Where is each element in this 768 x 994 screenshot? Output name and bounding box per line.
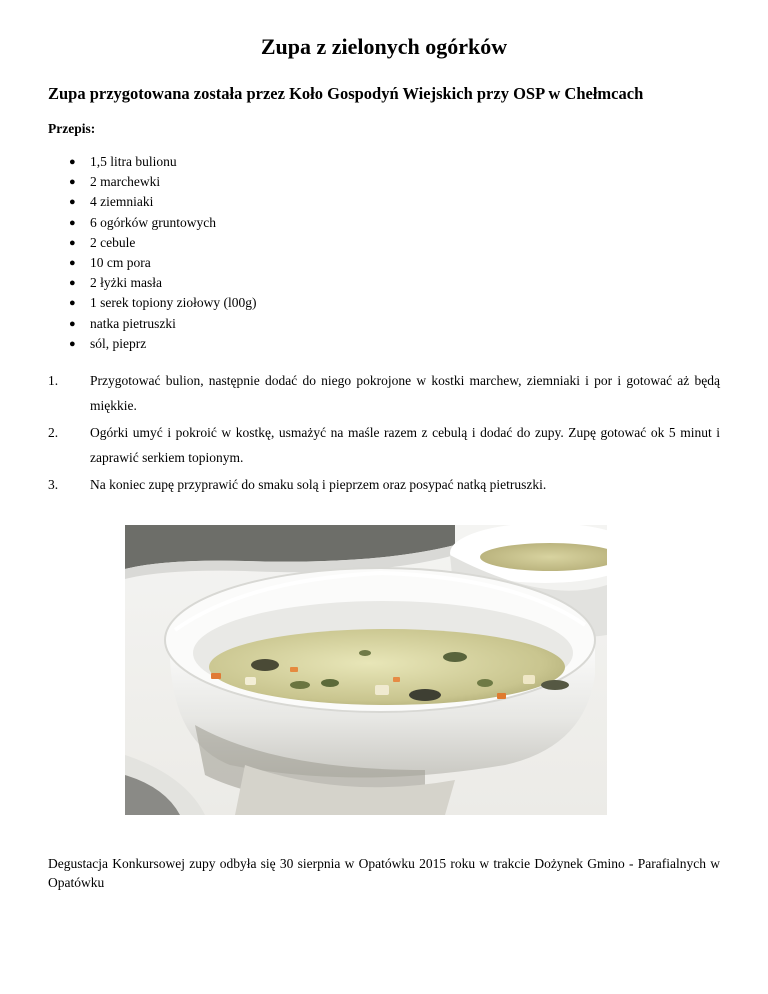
step-number: 2. — [48, 425, 59, 440]
ingredient-text: 10 cm pora — [90, 254, 151, 270]
ingredient-text: 1,5 litra bulionu — [90, 154, 177, 169]
bullet-icon: ● — [69, 297, 76, 310]
footer-note: Degustacja Konkursowej zupy odbyła się 30 sierpnia w Opatówku 2015 roku w trakcie Dożynek Gmino - Parafialnych w Opatówku — [48, 856, 720, 890]
list-item — [48, 314, 256, 334]
step-number: 1. — [48, 373, 59, 388]
list-item — [48, 192, 256, 212]
steps-list — [48, 368, 720, 499]
subtitle: Zupa przygotowana została przez Koło Gospodyń Wiejskich przy OSP w Chełmcach — [48, 84, 644, 103]
step-number: 3. — [48, 477, 59, 492]
bullet-icon: ● — [69, 236, 76, 249]
page-title: Zupa z zielonych ogórków — [260, 34, 508, 59]
ingredient-text: 2 marchewki — [90, 174, 161, 190]
soup-photo — [125, 525, 607, 815]
ingredient-text: 2 cebule — [90, 234, 136, 250]
list-item — [48, 213, 256, 233]
recipe-label: Przepis: — [48, 121, 96, 136]
step-text: Na koniec zupę przyprawić do smaku solą i pieprzem oraz posypać natką pietruszki. — [90, 477, 547, 492]
bullet-icon: ● — [69, 196, 76, 209]
ingredient-text: natka pietruszki — [90, 315, 176, 331]
bullet-icon: ● — [69, 156, 76, 168]
bullet-icon: ● — [69, 277, 76, 290]
list-item — [48, 334, 256, 354]
list-item — [48, 233, 256, 253]
ingredients-list — [48, 152, 256, 354]
ingredient-text: sól, pieprz — [90, 335, 147, 351]
list-item — [48, 253, 256, 273]
step-item — [48, 368, 720, 418]
bullet-icon: ● — [69, 176, 76, 189]
bullet-icon: ● — [69, 256, 76, 269]
step-item — [48, 472, 720, 497]
list-item — [48, 273, 256, 293]
ingredient-text: 2 łyżki masła — [90, 275, 162, 291]
step-item — [48, 420, 720, 470]
ingredient-text: 6 ogórków gruntowych — [90, 214, 216, 230]
step-text: Przygotować bulion, następnie dodać do niego pokrojone w kostki marchew, ziemniaki i por i gotować aż będą miękkie. — [90, 373, 720, 413]
soup-bowl-illustration — [125, 525, 607, 815]
bullet-icon: ● — [69, 337, 76, 350]
ingredient-text: 4 ziemniaki — [90, 194, 154, 210]
list-item — [48, 293, 256, 313]
list-item — [48, 172, 256, 192]
step-text: Ogórki umyć i pokroić w kostkę, usmażyć na maśle razem z cebulą i dodać do zupy. Zupę gotować ok 5 minut i zaprawić serkiem topionym. — [90, 425, 720, 465]
ingredient-text: 1 serek topiony ziołowy (l00g) — [90, 295, 257, 311]
bullet-icon: ● — [69, 317, 76, 330]
list-item — [48, 152, 256, 172]
bullet-icon: ● — [69, 216, 76, 229]
